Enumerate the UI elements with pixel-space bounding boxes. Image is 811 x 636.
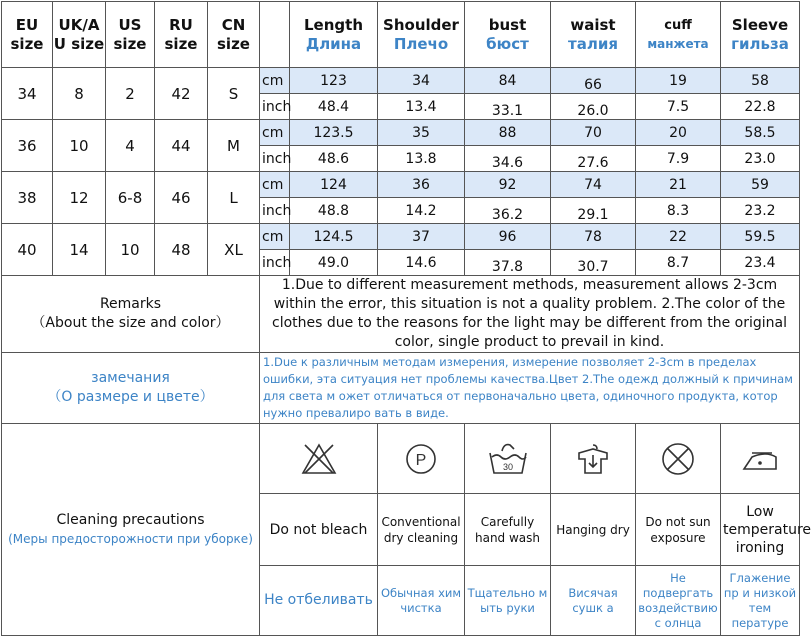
no-sun-icon	[636, 424, 721, 494]
eu-size-cell: 34	[2, 68, 53, 120]
waist-inch: 30.7	[551, 250, 636, 276]
cn-size-cell: S	[208, 68, 260, 120]
bust-cm: 84	[465, 68, 551, 94]
care-text-ru: Висячая сушк а	[551, 566, 636, 636]
size-row-cm	[2, 172, 800, 198]
svg-text:30: 30	[502, 461, 513, 472]
shoulder-cm: 37	[378, 224, 465, 250]
shoulder-inch: 14.6	[378, 250, 465, 276]
header-cn-size: CN size	[208, 2, 260, 68]
shoulder-cm: 35	[378, 120, 465, 146]
sleeve-inch: 23.4	[721, 250, 800, 276]
header-sleeve-en: Sleeve	[731, 15, 789, 34]
remarks-text: 1.Due to different measurement methods, measurement allows 2-3cm within the error, this situation is not a quality problem. 2.The color of the clothes due to the reasons for the light may be different from the original color, single product to prevail in kind.	[260, 276, 800, 353]
bust-cm: 96	[465, 224, 551, 250]
care-label-ru: (Меры предосторожности при уборке)	[8, 531, 253, 546]
care-text-ru: Не отбеливать	[260, 566, 378, 636]
header-cuff	[636, 2, 721, 68]
remarks-row	[2, 276, 800, 353]
us-size-cell: 2	[106, 68, 155, 120]
cn-size-cell: XL	[208, 224, 260, 276]
header-uk-size: UK/A U size	[53, 2, 106, 68]
remarks-label-title: Remarks	[99, 296, 162, 312]
header-sleeve	[721, 2, 800, 68]
us-size-cell: 6-8	[106, 172, 155, 224]
care-text-ru: Не подвергать воздействию с олнца	[636, 566, 721, 636]
shoulder-cm: 36	[378, 172, 465, 198]
us-size-cell: 4	[106, 120, 155, 172]
length-inch: 48.8	[290, 198, 378, 224]
ru-size-cell: 48	[155, 224, 208, 276]
header-ru-size: RU size	[155, 2, 208, 68]
length-cm: 124	[290, 172, 378, 198]
ru-size-cell: 46	[155, 172, 208, 224]
header-row	[2, 2, 800, 68]
waist-inch: 29.1	[551, 198, 636, 224]
bust-inch: 34.6	[465, 146, 551, 172]
unit-inch: inch	[260, 94, 290, 120]
ru-size-cell: 42	[155, 68, 208, 120]
header-shoulder-en: Shoulder	[383, 15, 459, 34]
bust-inch: 36.2	[465, 198, 551, 224]
sleeve-cm: 59.5	[721, 224, 800, 250]
header-waist-ru: талия	[568, 34, 618, 53]
svg-text:P: P	[415, 451, 427, 469]
header-cuff-ru: манжета	[647, 37, 709, 51]
header-length-ru: Длина	[305, 34, 362, 53]
size-row-cm	[2, 224, 800, 250]
cn-size-cell: L	[208, 172, 260, 224]
no-bleach-icon	[260, 424, 378, 494]
unit-inch: inch	[260, 198, 290, 224]
waist-inch: 27.6	[551, 146, 636, 172]
shoulder-inch: 13.4	[378, 94, 465, 120]
header-length	[290, 2, 378, 68]
waist-cm: 74	[551, 172, 636, 198]
unit-cm: cm	[260, 68, 290, 94]
uk-size-cell: 12	[53, 172, 106, 224]
cuff-cm: 22	[636, 224, 721, 250]
cuff-inch: 8.7	[636, 250, 721, 276]
unit-cm: cm	[260, 172, 290, 198]
cuff-cm: 21	[636, 172, 721, 198]
waist-cm: 70	[551, 120, 636, 146]
waist-inch: 26.0	[551, 94, 636, 120]
remarks-ru-label-title: замечания	[91, 370, 170, 386]
sleeve-inch: 23.2	[721, 198, 800, 224]
header-length-en: Length	[304, 15, 363, 34]
sleeve-inch: 23.0	[721, 146, 800, 172]
eu-size-cell: 36	[2, 120, 53, 172]
care-text-en: Carefully hand wash	[465, 494, 551, 566]
remarks-ru-row	[2, 353, 800, 424]
size-row-cm	[2, 68, 800, 94]
size-row-cm	[2, 120, 800, 146]
us-size-cell: 10	[106, 224, 155, 276]
hand-wash-icon	[465, 424, 551, 494]
remarks-ru-text: 1.Due к различным методам измерения, измерение позволяет 2-3cm в пределах ошибки, эта ситуация нет проблемы качества.Цвет 2.The одежд должный к причинам для света м ожет отличаться от первоначально цвета, одиночного продукта, котор нужно превалиро вать в виде.	[260, 353, 800, 424]
length-cm: 124.5	[290, 224, 378, 250]
cuff-cm: 19	[636, 68, 721, 94]
remarks-label-subtitle: （About the size and color）	[31, 315, 230, 331]
cuff-inch: 7.9	[636, 146, 721, 172]
header-bust-en: bust	[488, 15, 527, 34]
sleeve-cm: 59	[721, 172, 800, 198]
shoulder-inch: 13.8	[378, 146, 465, 172]
care-label	[2, 424, 260, 636]
header-eu-size: EU size	[2, 2, 53, 68]
length-cm: 123	[290, 68, 378, 94]
shoulder-cm: 34	[378, 68, 465, 94]
unit-inch: inch	[260, 146, 290, 172]
header-waist-en: waist	[570, 15, 616, 34]
length-inch: 49.0	[290, 250, 378, 276]
length-inch: 48.6	[290, 146, 378, 172]
size-chart-table	[1, 1, 811, 636]
unit-cm: cm	[260, 224, 290, 250]
eu-size-cell: 38	[2, 172, 53, 224]
bust-cm: 92	[465, 172, 551, 198]
care-text-en: Do not bleach	[260, 494, 378, 566]
header-shoulder-ru: Плечо	[393, 34, 449, 53]
cuff-inch: 7.5	[636, 94, 721, 120]
bust-inch: 33.1	[465, 94, 551, 120]
remarks-label	[2, 276, 260, 353]
uk-size-cell: 10	[53, 120, 106, 172]
header-us-size: US size	[106, 2, 155, 68]
waist-cm: 78	[551, 224, 636, 250]
cuff-cm: 20	[636, 120, 721, 146]
header-shoulder	[378, 2, 465, 68]
waist-cm: 66	[551, 68, 636, 94]
care-text-ru: Тщательно м ыть руки	[465, 566, 551, 636]
care-text-ru: Обычная хим чистка	[378, 566, 465, 636]
header-bust-ru: бюст	[486, 34, 529, 53]
sleeve-inch: 22.8	[721, 94, 800, 120]
length-cm: 123.5	[290, 120, 378, 146]
cn-size-cell: M	[208, 120, 260, 172]
header-bust	[465, 2, 551, 68]
unit-cm: cm	[260, 120, 290, 146]
care-icons-row	[2, 424, 800, 494]
hanging-dry-icon	[551, 424, 636, 494]
care-text-en: Low temperature ironing	[721, 494, 800, 566]
unit-inch: inch	[260, 250, 290, 276]
remarks-ru-label	[2, 353, 260, 424]
uk-size-cell: 8	[53, 68, 106, 120]
header-sleeve-ru: гильза	[731, 34, 789, 53]
care-text-en: Conventional dry cleaning	[378, 494, 465, 566]
care-text-en: Hanging dry	[551, 494, 636, 566]
remarks-ru-label-subtitle: （О размере и цвете）	[47, 389, 214, 405]
bust-inch: 37.8	[465, 250, 551, 276]
care-text-ru: Глажение пр и низкой тем пературе	[721, 566, 800, 636]
length-inch: 48.4	[290, 94, 378, 120]
header-waist	[551, 2, 636, 68]
care-text-en: Do not sun exposure	[636, 494, 721, 566]
sleeve-cm: 58	[721, 68, 800, 94]
header-unit-blank	[260, 2, 290, 68]
sleeve-cm: 58.5	[721, 120, 800, 146]
uk-size-cell: 14	[53, 224, 106, 276]
ru-size-cell: 44	[155, 120, 208, 172]
header-cuff-en: cuff	[664, 18, 692, 33]
low-iron-icon	[721, 424, 800, 494]
cuff-inch: 8.3	[636, 198, 721, 224]
dry-clean-icon	[378, 424, 465, 494]
bust-cm: 88	[465, 120, 551, 146]
shoulder-inch: 14.2	[378, 198, 465, 224]
eu-size-cell: 40	[2, 224, 53, 276]
care-label-title: Cleaning precautions	[56, 511, 205, 528]
